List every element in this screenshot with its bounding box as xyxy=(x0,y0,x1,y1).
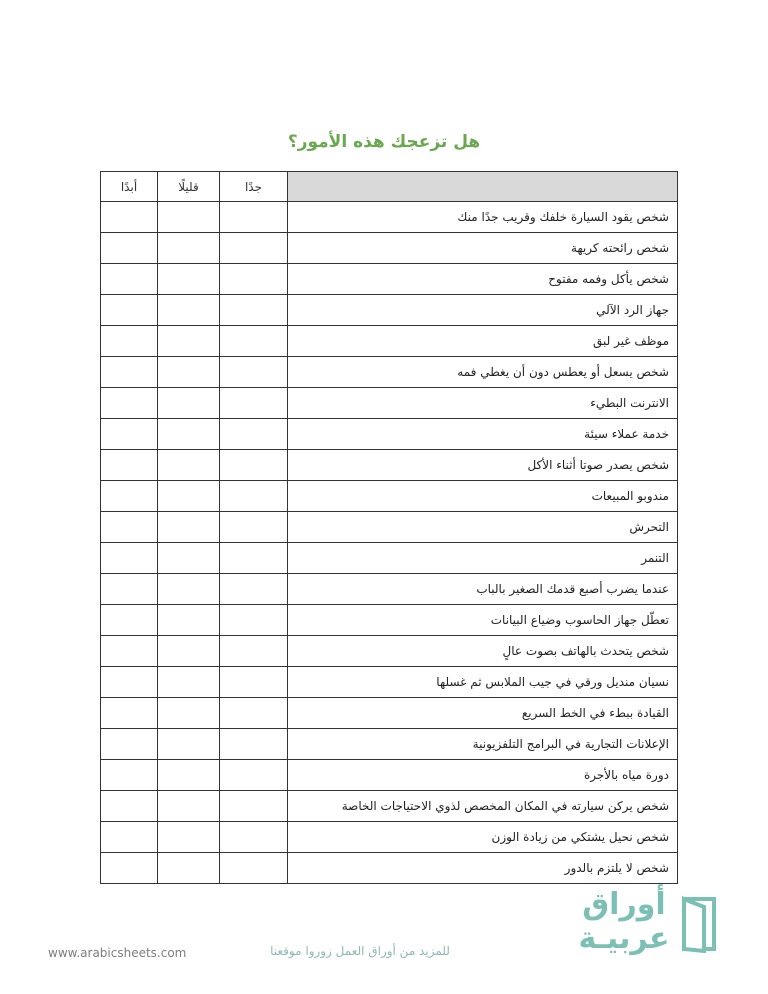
answer-cell-very[interactable] xyxy=(220,326,288,357)
answer-cell-very[interactable] xyxy=(220,357,288,388)
worksheet-title: هل تزعجك هذه الأمور؟ xyxy=(287,132,481,152)
table-row xyxy=(101,264,678,295)
row-item-text: تعطّل جهاز الحاسوب وضياع البيانات xyxy=(288,605,678,636)
table-row xyxy=(101,853,678,884)
row-item-text: شخص يصدر صوتا أثناء الأكل xyxy=(288,450,678,481)
table-row xyxy=(101,729,678,760)
book-door-icon xyxy=(676,893,722,953)
footer-website: www.arabicsheets.com xyxy=(48,946,187,960)
answer-cell-never[interactable] xyxy=(101,667,158,698)
answer-cell-never[interactable] xyxy=(101,481,158,512)
answer-cell-very[interactable] xyxy=(220,450,288,481)
answer-cell-little[interactable] xyxy=(158,202,220,233)
table-row xyxy=(101,512,678,543)
answer-cell-little[interactable] xyxy=(158,233,220,264)
answer-cell-little[interactable] xyxy=(158,698,220,729)
answer-cell-very[interactable] xyxy=(220,295,288,326)
header-very: جدًا xyxy=(220,172,288,202)
answer-cell-never[interactable] xyxy=(101,729,158,760)
answer-cell-very[interactable] xyxy=(220,822,288,853)
footer-tagline: للمزيد من أوراق العمل زوروا موقعنا xyxy=(270,944,450,958)
answer-cell-little[interactable] xyxy=(158,853,220,884)
answer-cell-little[interactable] xyxy=(158,667,220,698)
answer-cell-very[interactable] xyxy=(220,791,288,822)
answer-cell-never[interactable] xyxy=(101,388,158,419)
table-row xyxy=(101,202,678,233)
answer-cell-never[interactable] xyxy=(101,357,158,388)
table-row xyxy=(101,822,678,853)
answer-cell-very[interactable] xyxy=(220,605,288,636)
row-item-text: الانترنت البطيء xyxy=(288,388,678,419)
header-little: قليلًا xyxy=(158,172,220,202)
answer-cell-little[interactable] xyxy=(158,791,220,822)
row-item-text: دورة مياه بالأجرة xyxy=(288,760,678,791)
answer-cell-very[interactable] xyxy=(220,202,288,233)
answer-cell-never[interactable] xyxy=(101,295,158,326)
table-row xyxy=(101,543,678,574)
answer-cell-very[interactable] xyxy=(220,760,288,791)
row-item-text: موظف غير لبق xyxy=(288,326,678,357)
table-row xyxy=(101,419,678,450)
row-item-text: شخص رائحته كريهة xyxy=(288,233,678,264)
answer-cell-never[interactable] xyxy=(101,822,158,853)
answer-cell-very[interactable] xyxy=(220,729,288,760)
answer-cell-very[interactable] xyxy=(220,388,288,419)
table-row xyxy=(101,295,678,326)
answer-cell-little[interactable] xyxy=(158,822,220,853)
answer-cell-little[interactable] xyxy=(158,264,220,295)
row-item-text: نسيان منديل ورقي في جيب الملابس ثم غسلها xyxy=(288,667,678,698)
answer-cell-little[interactable] xyxy=(158,605,220,636)
answer-cell-never[interactable] xyxy=(101,698,158,729)
row-item-text: عندما يضرب أصبع قدمك الصغير بالباب xyxy=(288,574,678,605)
answer-cell-never[interactable] xyxy=(101,419,158,450)
answer-cell-never[interactable] xyxy=(101,574,158,605)
answer-cell-very[interactable] xyxy=(220,543,288,574)
row-item-text: شخص يقود السيارة خلفك وقريب جدًا منك xyxy=(288,202,678,233)
answer-cell-very[interactable] xyxy=(220,233,288,264)
row-item-text: خدمة عملاء سيئة xyxy=(288,419,678,450)
answer-cell-little[interactable] xyxy=(158,760,220,791)
answer-cell-very[interactable] xyxy=(220,667,288,698)
answer-cell-very[interactable] xyxy=(220,636,288,667)
answer-cell-never[interactable] xyxy=(101,512,158,543)
answer-cell-little[interactable] xyxy=(158,357,220,388)
row-item-text: التنمر xyxy=(288,543,678,574)
answer-cell-never[interactable] xyxy=(101,791,158,822)
table-row xyxy=(101,698,678,729)
answer-cell-never[interactable] xyxy=(101,202,158,233)
answer-cell-little[interactable] xyxy=(158,512,220,543)
table-header-row xyxy=(101,172,678,202)
answer-cell-little[interactable] xyxy=(158,388,220,419)
answer-cell-never[interactable] xyxy=(101,264,158,295)
table-row xyxy=(101,481,678,512)
table-row xyxy=(101,326,678,357)
table-row xyxy=(101,450,678,481)
row-item-text: شخص لا يلتزم بالدور xyxy=(288,853,678,884)
answer-cell-little[interactable] xyxy=(158,481,220,512)
answer-cell-very[interactable] xyxy=(220,419,288,450)
answer-cell-never[interactable] xyxy=(101,605,158,636)
answer-cell-never[interactable] xyxy=(101,760,158,791)
row-item-text: شخص يتحدث بالهاتف بصوت عالٍ xyxy=(288,636,678,667)
table-row xyxy=(101,357,678,388)
row-item-text: التحرش xyxy=(288,512,678,543)
answer-cell-little[interactable] xyxy=(158,326,220,357)
answer-cell-little[interactable] xyxy=(158,450,220,481)
answer-cell-very[interactable] xyxy=(220,853,288,884)
table-row xyxy=(101,667,678,698)
row-item-text: الإعلانات التجارية في البرامج التلفزيونية xyxy=(288,729,678,760)
table-row xyxy=(101,791,678,822)
rating-table xyxy=(100,171,678,884)
row-item-text: شخص يأكل وفمه مفتوح xyxy=(288,264,678,295)
row-item-text: جهاز الرد الآلي xyxy=(288,295,678,326)
table-row xyxy=(101,388,678,419)
answer-cell-little[interactable] xyxy=(158,636,220,667)
header-corner-cell xyxy=(288,172,678,202)
table-row xyxy=(101,605,678,636)
table-row xyxy=(101,233,678,264)
row-item-text: مندوبو المبيعات xyxy=(288,481,678,512)
row-item-text: شخص يسعل أو يعطس دون أن يغطي فمه xyxy=(288,357,678,388)
logo-line2: عربيـة xyxy=(578,921,670,956)
table-row xyxy=(101,636,678,667)
table-row xyxy=(101,574,678,605)
logo-line1: أوراق xyxy=(582,887,666,922)
row-item-text: القيادة ببطء في الخط السريع xyxy=(288,698,678,729)
brand-logo-text xyxy=(578,888,670,956)
header-never: أبدًا xyxy=(101,172,158,202)
table-row xyxy=(101,760,678,791)
answer-cell-never[interactable] xyxy=(101,233,158,264)
answer-cell-very[interactable] xyxy=(220,574,288,605)
answer-cell-little[interactable] xyxy=(158,574,220,605)
answer-cell-very[interactable] xyxy=(220,512,288,543)
answer-cell-very[interactable] xyxy=(220,481,288,512)
answer-cell-never[interactable] xyxy=(101,326,158,357)
answer-cell-little[interactable] xyxy=(158,295,220,326)
answer-cell-never[interactable] xyxy=(101,450,158,481)
table-body xyxy=(101,202,678,884)
row-item-text: شخص نحيل يشتكي من زيادة الوزن xyxy=(288,822,678,853)
answer-cell-very[interactable] xyxy=(220,264,288,295)
answer-cell-little[interactable] xyxy=(158,729,220,760)
answer-cell-never[interactable] xyxy=(101,636,158,667)
answer-cell-little[interactable] xyxy=(158,419,220,450)
answer-cell-never[interactable] xyxy=(101,543,158,574)
answer-cell-little[interactable] xyxy=(158,543,220,574)
row-item-text: شخص يركن سيارته في المكان المخصص لذوي الاحتياجات الخاصة xyxy=(288,791,678,822)
answer-cell-never[interactable] xyxy=(101,853,158,884)
answer-cell-very[interactable] xyxy=(220,698,288,729)
